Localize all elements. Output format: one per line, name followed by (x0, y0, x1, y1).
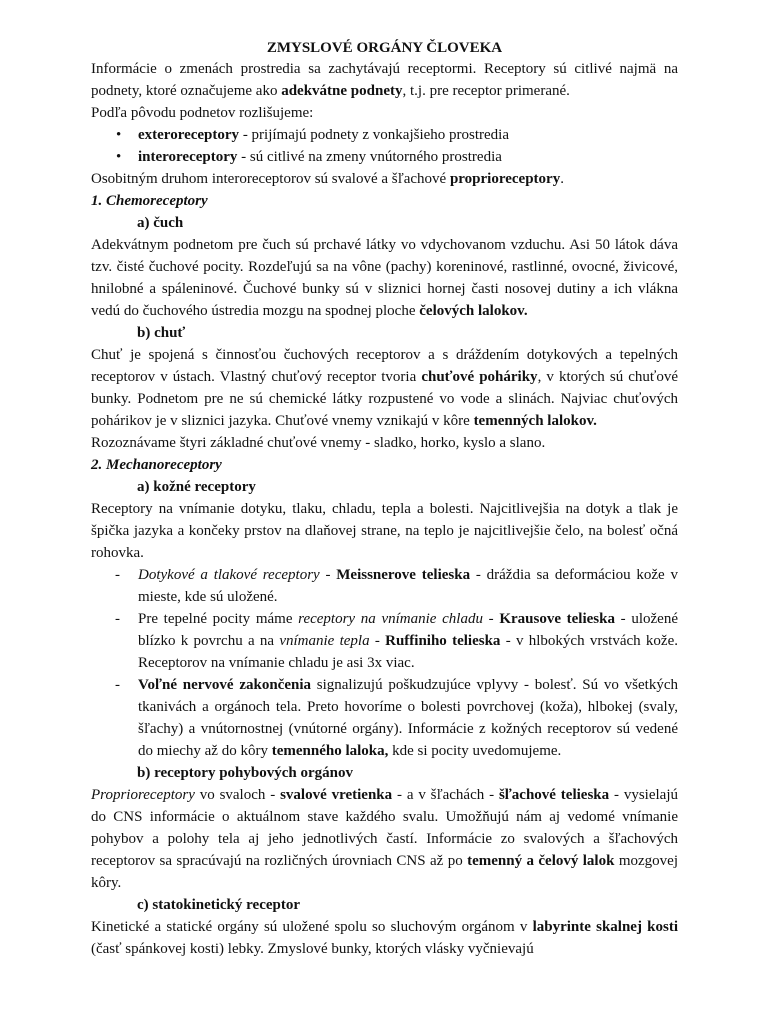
dash-italic: vnímanie tepla (279, 633, 370, 649)
list-item (91, 674, 678, 762)
bullet-term: interoreceptory (138, 149, 238, 165)
motion-term: temenný a čelový lalok (467, 853, 615, 869)
subheading-skin: a) kožné receptory (137, 479, 256, 495)
dash-term: Voľné nervové zakončenia (138, 677, 311, 693)
bullet-desc: - sú citlivé na zmeny vnútorného prostredia (237, 149, 502, 165)
taste-line: Rozoznávame štyri základné chuťové vnemy - sladko, horko, kyslo a slano. (91, 435, 546, 451)
division-line: Podľa pôvodu podnetov rozlišujeme: (91, 105, 314, 121)
list-item (91, 124, 678, 146)
motion-paragraph (91, 784, 678, 894)
motion-term: šľachové telieska (498, 787, 610, 803)
dash-text: Pre tepelné pocity máme (138, 611, 299, 627)
bullet-term: exteroreceptory (138, 127, 240, 143)
smell-term: čelových lalokov. (419, 303, 528, 319)
motion-italic: Proprioreceptory (91, 787, 195, 803)
list-item (91, 608, 678, 674)
dash-sep: - (319, 567, 337, 583)
dash-term: Krausove telieska (499, 611, 615, 627)
subheading-statokinetic: c) statokinetický receptor (137, 897, 301, 913)
dash-term: Meissnerove telieska (336, 567, 471, 583)
dash-sep: - (369, 633, 386, 649)
smell-text: Adekvátnym podnetom pre čuch sú prchavé látky vo vdychovanom vzduchu. Asi 50 látok dáva tzv. čisté čuchové pocity. Rozdeľujú sa na vône (pachy) koreninové, rastlinné, ovocné, živicové, hnilobné a spáleninové. Čuchové bunky sú v sliznici hornej časti nosovej dutiny a ich vlákna vedú do čuchového ústredia mozgu na spodnej ploche (91, 237, 678, 319)
page-title: ZMYSLOVÉ ORGÁNY ČLOVEKA (266, 40, 503, 56)
motion-text: - a v šľachách - (392, 787, 499, 803)
section-heading-mechanoreceptors: 2. Mechanoreceptory (91, 457, 222, 473)
taste-text-2: , v ktorých sú chuťové bunky. Podnetom pre ne sú chemické látky rozpustené vo vode a slinách. Najviac chuťových pohárikov je v sliznici jazyka. Chuťové vnemy vznikajú v kôre (91, 369, 678, 429)
dash-sep: - (482, 611, 500, 627)
subheading-motion-receptors: b) receptory pohybových orgánov (137, 765, 353, 781)
static-text: (časť spánkovej kosti) lebky. Zmyslové bunky, ktorých vlásky vyčnievajú (91, 941, 534, 957)
dash-text: - v hlbokých vrstvách kože. Receptorov na vnímanie chladu je asi 3x viac. (138, 633, 678, 671)
static-text: Kinetické a statické orgány sú uložené spolu so sluchovým orgánom v (91, 919, 533, 935)
dash-term: temenného laloka, (271, 743, 389, 759)
dash-italic: receptory na vnímanie chladu (298, 611, 483, 627)
dash-text: signalizujú poškudzujúce vplyvy - bolesť. Sú vo všetkých tkanivách a orgánoch tela. Preto hovoríme o bolesti povrchovej (koža), hlbokej (svaly, šľachy) a vnútornostnej (vnútorné orgány). Informácie z kožných receptorov sú vedené do miechy až do kôry (138, 677, 678, 759)
bullet-desc: - prijímajú podnety z vonkajšieho prostredia (239, 127, 509, 143)
static-term: labyrinte skalnej kosti (532, 919, 678, 935)
taste-term-2: temenných lalokov. (473, 413, 597, 429)
taste-text: Chuť je spojená s činnosťou čuchových receptorov a s dráždením dotykových a tepelných receptorov v ústach. Vlastný chuťový receptor tvoria (91, 347, 678, 385)
motion-text: - vysielajú do CNS informácie o aktuálnom stave každého svalu. Umožňujú nám aj vedomé vnímanie pohybov a polohy tela aj jeho jednotlivých častí. Informácie zo svalových a šľachových receptorov sa spracúvajú na rozličných úrovniach CNS až po (91, 787, 678, 869)
statokinetic-paragraph (91, 916, 678, 960)
section-heading-chemoreceptors: 1. Chemoreceptory (91, 193, 208, 209)
dash-term: Ruffiniho telieska (385, 633, 501, 649)
dash-text: - dráždia sa deformáciou kože v mieste, kde sú uložené. (138, 567, 678, 605)
proprio-text-end: . (560, 171, 564, 187)
skin-paragraph: Receptory na vnímanie dotyku, tlaku, chladu, tepla a bolesti. Najcitlivejšia na dotyk a tlak je špička jazyka a končeky prstov na dlaňovej strane, na teplo je najcitlivejšie čelo, na bolesť očná rohovka. (91, 501, 678, 561)
proprio-line (91, 168, 678, 190)
motion-text: mozgovej kôry. (91, 853, 678, 891)
dash-text: kde si pocity uvedomujeme. (388, 743, 562, 759)
intro-paragraph (91, 58, 678, 102)
intro-term: adekvátne podnety (281, 83, 403, 99)
motion-term: svalové vretienka (280, 787, 393, 803)
subheading-smell: a) čuch (137, 215, 184, 231)
skin-receptor-list (91, 564, 678, 762)
dash-italic: Dotykové a tlakové receptory (138, 567, 320, 583)
list-item (91, 146, 678, 168)
smell-paragraph (91, 234, 678, 322)
subheading-taste: b) chuť (137, 325, 186, 341)
taste-paragraph (91, 344, 678, 432)
motion-text: vo svaloch - (194, 787, 281, 803)
proprio-term: proprioreceptory (449, 171, 561, 187)
intro-text: Informácie o zmenách prostredia sa zachytávajú receptormi. Receptory sú citlivé najmä na podnety, ktoré označujeme ako (91, 61, 678, 99)
receptor-type-list (91, 124, 678, 168)
list-item (91, 564, 678, 608)
intro-text-end: , t.j. pre receptor primerané. (402, 83, 570, 99)
dash-text: - uložené blízko k povrchu a na (138, 611, 678, 649)
taste-term: chuťové poháriky (421, 369, 538, 385)
proprio-text: Osobitným druhom interoreceptorov sú svalové a šľachové (91, 171, 450, 187)
